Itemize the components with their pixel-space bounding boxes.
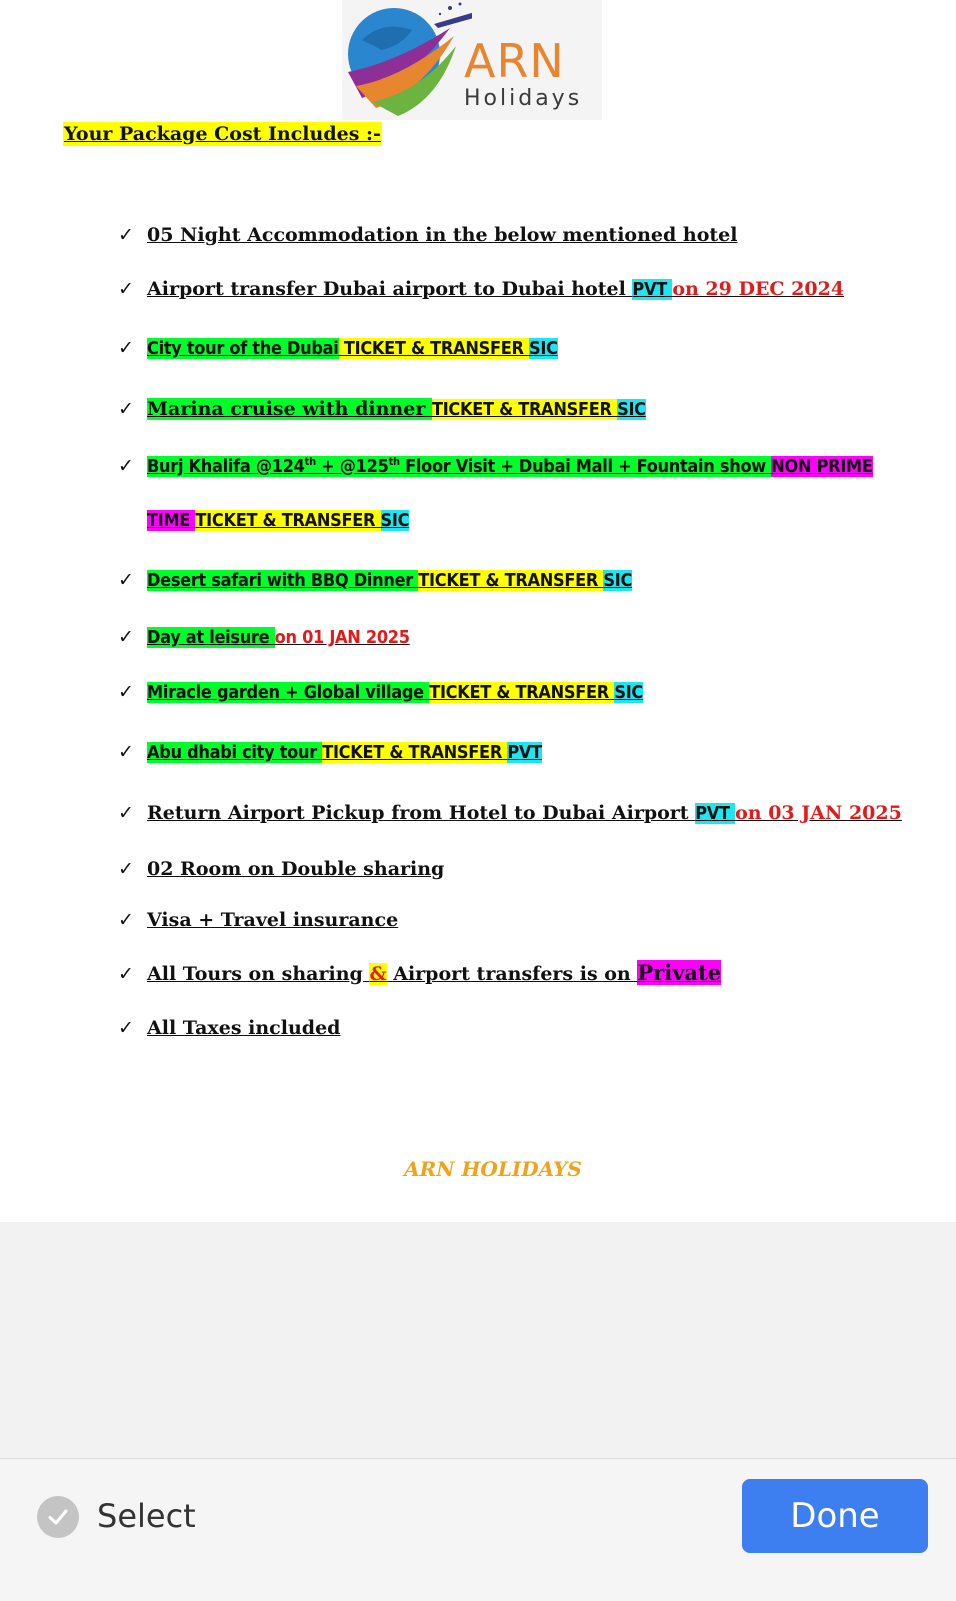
item-text: 02 Room on Double sharing	[147, 858, 445, 880]
checkmark-icon: ✓	[118, 681, 134, 703]
item-text: Day at leisure on 01 JAN 2025	[147, 627, 410, 648]
checkmark-icon: ✓	[118, 337, 134, 359]
item-text: Burj Khalifa @124th + @125th Floor Visit + Dubai Mall + Fountain show NON PRIME	[147, 455, 873, 477]
checkmark-icon: ✓	[118, 909, 134, 931]
item-text: Visa + Travel insurance	[147, 909, 399, 931]
checkmark-icon: ✓	[118, 224, 134, 246]
checkmark-icon: ✓	[118, 802, 134, 824]
item-text: All Tours on sharing & Airport transfers is on Private	[147, 960, 722, 985]
list-item	[118, 1015, 340, 1041]
checkmark-icon: ✓	[118, 1017, 134, 1039]
list-item	[118, 568, 632, 594]
checkmark-icon: ✓	[118, 455, 134, 477]
list-item	[118, 336, 558, 362]
list-item-continuation	[147, 508, 409, 534]
logo-brand-text: ARN	[464, 34, 565, 88]
checkmark-icon: ✓	[118, 858, 134, 880]
checkmark-icon: ✓	[118, 398, 134, 420]
checkmark-icon: ✓	[118, 626, 134, 648]
select-check-icon[interactable]	[37, 1496, 79, 1538]
arn-holidays-logo	[342, 0, 602, 120]
done-button[interactable]: Done	[742, 1479, 928, 1553]
list-item	[118, 680, 643, 706]
checkmark-icon: ✓	[118, 741, 134, 763]
item-text: Abu dhabi city tour TICKET & TRANSFER PVT	[147, 742, 542, 763]
list-item	[118, 800, 902, 827]
item-text: Marina cruise with dinner TICKET & TRANSFER SIC	[147, 398, 646, 420]
item-text: Return Airport Pickup from Hotel to Dubai Airport PVT on 03 JAN 2025	[147, 802, 902, 824]
bottom-toolbar	[0, 1458, 956, 1601]
package-includes-heading: Your Package Cost Includes :-	[64, 123, 381, 145]
item-text: Desert safari with BBQ Dinner TICKET & TRANSFER SIC	[147, 570, 633, 591]
item-text: Airport transfer Dubai airport to Dubai hotel PVT on 29 DEC 2024	[147, 278, 845, 300]
footer-brand: ARN HOLIDAYS	[404, 1157, 582, 1181]
globe-plane-icon	[342, 0, 472, 120]
list-item	[118, 276, 844, 303]
list-item	[118, 454, 873, 480]
list-item	[118, 740, 542, 766]
item-text: 05 Night Accommodation in the below mentioned hotel	[147, 224, 738, 246]
list-item	[118, 960, 721, 987]
checkmark-icon: ✓	[118, 963, 134, 985]
list-item	[118, 396, 646, 423]
list-item	[118, 856, 444, 882]
item-text: City tour of the Dubai TICKET & TRANSFER SIC	[147, 338, 558, 359]
checkmark-icon: ✓	[118, 569, 134, 591]
logo-sub-text: Holidays	[464, 86, 583, 111]
checkmark-icon	[46, 1505, 70, 1529]
item-text: TIME TICKET & TRANSFER SIC	[147, 510, 410, 531]
list-item	[118, 625, 410, 651]
item-text: Miracle garden + Global village TICKET & TRANSFER SIC	[147, 682, 643, 703]
list-item	[118, 222, 737, 248]
select-button[interactable]: Select	[97, 1497, 196, 1535]
item-text: All Taxes included	[147, 1017, 341, 1039]
checkmark-icon: ✓	[118, 278, 134, 300]
list-item	[118, 907, 398, 933]
